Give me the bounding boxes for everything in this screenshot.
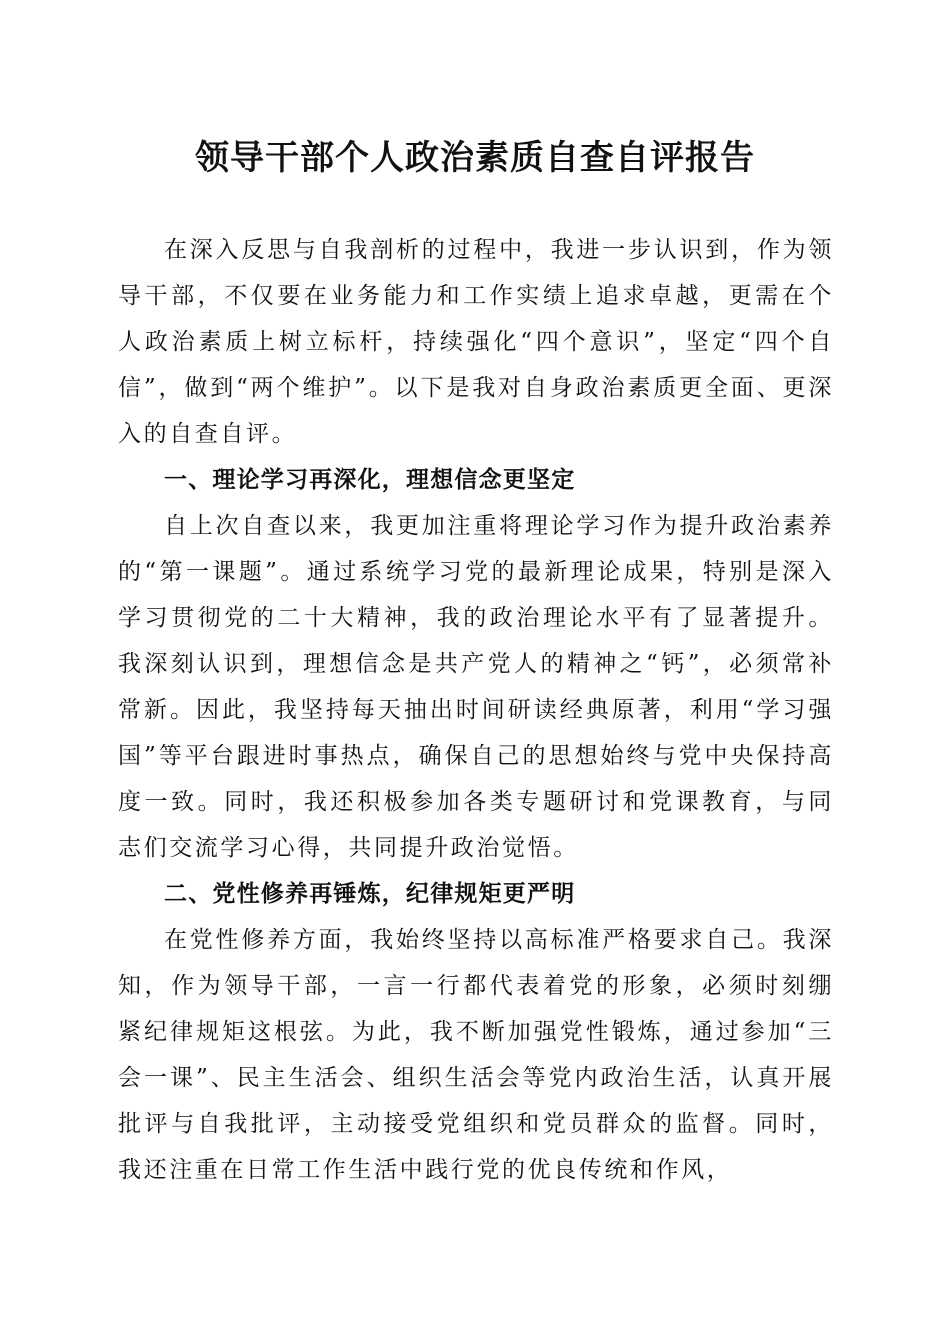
- document-body: [118, 227, 834, 1193]
- section-heading-2: 二、党性修养再锤炼，纪律规矩更严明: [164, 881, 576, 907]
- section-paragraph-1: 自上次自查以来，我更加注重将理论学习作为提升政治素养的“第一课题”。通过系统学习党的最新理论成果，特别是深入学习贯彻党的二十大精神，我的政治理论水平有了显著提升。我深刻认识到，理想信念是共产党人的精神之“钙”，必须常补常新。因此，我坚持每天抽出时间研读经典原著，利用“学习强国”等平台跟进时事热点，确保自己的思想始终与党中央保持高度一致。同时，我还积极参加各类专题研讨和党课教育，与同志们交流学习心得，共同提升政治觉悟。: [118, 513, 834, 861]
- section-paragraph-2: 在党性修养方面，我始终坚持以高标准严格要求自己。我深知，作为领导干部，一言一行都代表着党的形象，必须时刻绷紧纪律规矩这根弦。为此，我不断加强党性锻炼，通过参加“三会一课”、民主生活会、组织生活会等党内政治生活，认真开展批评与自我批评，主动接受党组织和党员群众的监督。同时，我还注重在日常工作生活中践行党的优良传统和作风，: [118, 927, 834, 1183]
- document-title: 领导干部个人政治素质自查自评报告: [195, 138, 755, 178]
- intro-paragraph: 在深入反思与自我剖析的过程中，我进一步认识到，作为领导干部，不仅要在业务能力和工作实绩上追求卓越，更需在个人政治素质上树立标杆，持续强化“四个意识”，坚定“四个自信”，做到“两个维护”。以下是我对自身政治素质更全面、更深入的自查自评。: [118, 237, 834, 447]
- section-heading-1: 一、理论学习再深化，理想信念更坚定: [164, 467, 576, 493]
